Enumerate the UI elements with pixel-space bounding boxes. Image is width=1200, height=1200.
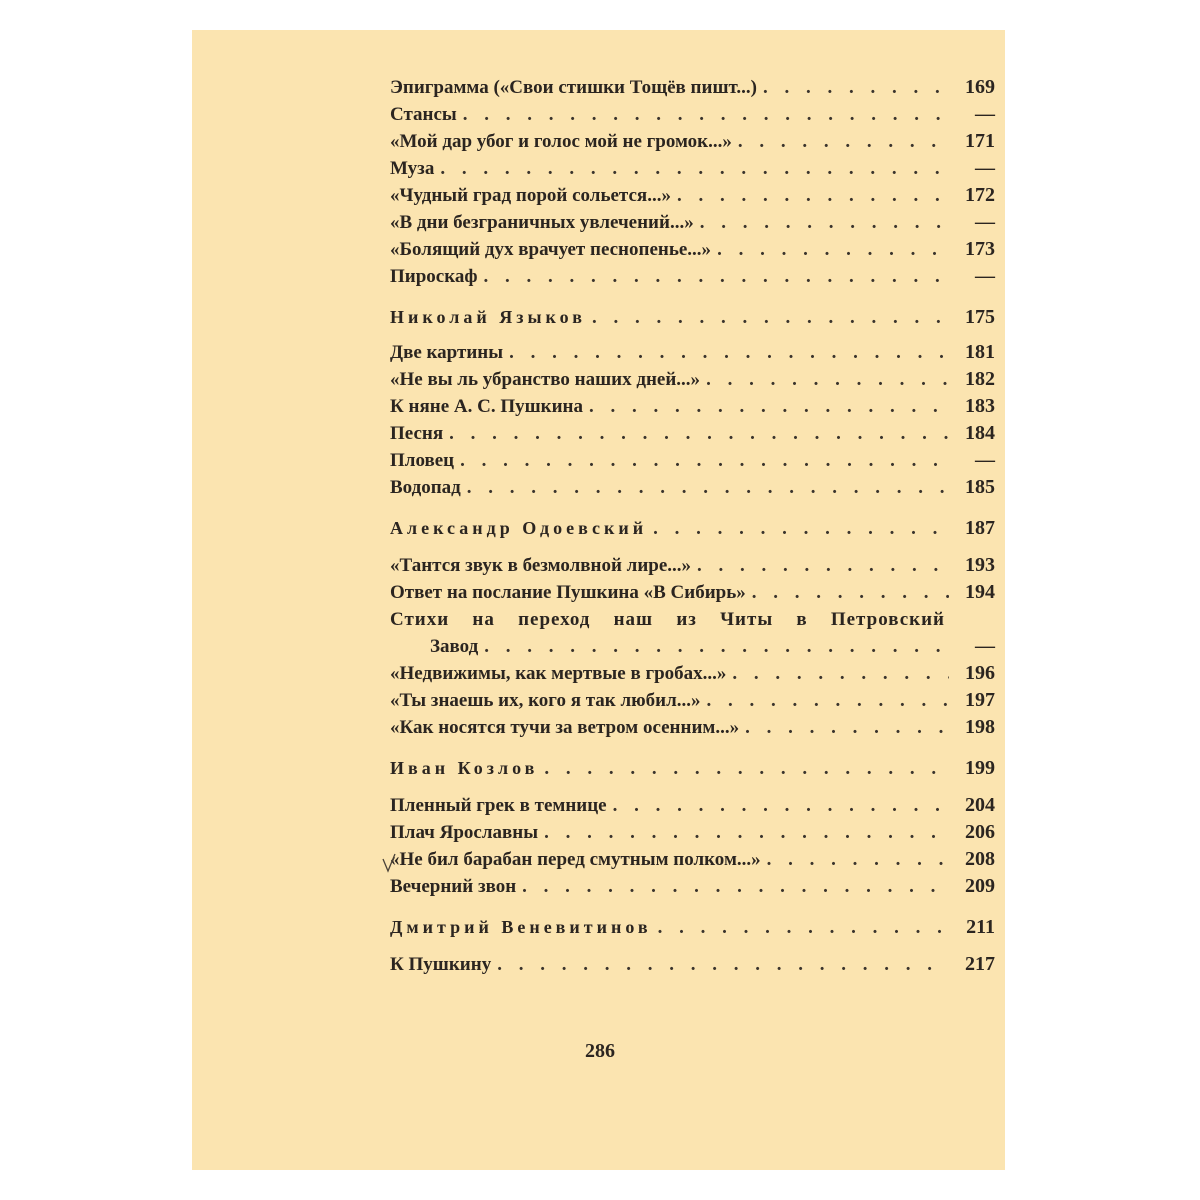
toc-entry	[390, 474, 995, 501]
toc-page-number: 198	[965, 716, 995, 738]
toc-page-number: —	[975, 157, 995, 179]
table-of-contents	[390, 74, 995, 978]
toc-page-number: 171	[965, 130, 995, 152]
toc-page-number: —	[975, 449, 995, 471]
toc-word: Петровский	[830, 609, 945, 630]
toc-entry-title: «Тантся звук в безмолвной лире...»	[390, 555, 692, 576]
toc-leader-dots	[732, 660, 949, 687]
toc-leader-dots	[767, 846, 949, 873]
toc-leader-dots	[544, 819, 949, 846]
toc-entry	[390, 420, 995, 447]
toc-author-odoevsky	[390, 515, 995, 542]
toc-group-yazykov	[390, 339, 995, 501]
toc-entry	[390, 101, 995, 128]
toc-group-venevitinov	[390, 951, 995, 978]
toc-leader-dots	[544, 755, 949, 782]
toc-group-odoevsky-b	[390, 660, 995, 741]
toc-entry-title: Водопад	[390, 477, 461, 498]
toc-entry	[390, 714, 995, 741]
toc-page-number: 184	[965, 422, 995, 444]
toc-entry-title: К Пушкину	[390, 954, 492, 975]
toc-page-number: 209	[965, 875, 995, 897]
toc-entry-title: Пленный грек в темнице	[390, 795, 607, 816]
toc-leader-dots	[589, 393, 949, 420]
toc-page-number: 182	[965, 368, 995, 390]
toc-page-number: 206	[965, 821, 995, 843]
toc-entry-title: «Чудный град порой сольется...»	[390, 185, 671, 206]
toc-word: наш	[613, 609, 654, 630]
toc-page-number: 185	[965, 476, 995, 498]
toc-page-number: —	[975, 635, 995, 657]
toc-leader-dots	[484, 633, 949, 660]
toc-page-number: 194	[965, 581, 995, 603]
toc-leader-dots	[697, 552, 949, 579]
toc-word: переход	[518, 609, 591, 630]
toc-entry	[390, 155, 995, 182]
toc-entry-title: Пловец	[390, 450, 455, 471]
toc-entry	[390, 579, 995, 606]
toc-author-kozlov	[390, 755, 995, 782]
toc-entry-title: «Болящий дух врачует песнопенье...»	[390, 239, 712, 260]
toc-leader-dots	[706, 366, 949, 393]
toc-author-yazykov	[390, 304, 995, 331]
toc-author-name: Дмитрий Веневитинов	[390, 917, 652, 937]
toc-leader-dots	[449, 420, 949, 447]
toc-entry	[390, 393, 995, 420]
toc-page-number: 208	[965, 848, 995, 870]
toc-entry	[390, 182, 995, 209]
toc-page-number: —	[975, 265, 995, 287]
toc-word: в	[796, 609, 808, 630]
toc-leader-dots	[700, 209, 949, 236]
toc-leader-dots	[522, 873, 949, 900]
toc-word: на	[472, 609, 495, 630]
toc-entry-title: «Недвижимы, как мертвые в гробах...»	[390, 663, 727, 684]
toc-page-number: 193	[965, 554, 995, 576]
toc-page-number: 172	[965, 184, 995, 206]
toc-entry	[390, 236, 995, 263]
toc-entry-multiline-second	[390, 633, 995, 660]
toc-leader-dots	[592, 304, 949, 331]
toc-entry	[390, 366, 995, 393]
toc-entry	[390, 263, 995, 290]
toc-entry	[390, 128, 995, 155]
toc-author-name: Николай Языков	[390, 307, 586, 327]
toc-group-boratynsky	[390, 74, 995, 290]
toc-page-number: 175	[965, 306, 995, 328]
toc-group-kozlov	[390, 792, 995, 900]
toc-leader-dots	[497, 951, 949, 978]
toc-entry-title: «Не бил барабан перед смутным полком...»	[390, 849, 761, 870]
toc-entry	[390, 792, 995, 819]
toc-page-number: 211	[966, 916, 995, 938]
toc-entry-title: Завод	[430, 636, 479, 657]
toc-entry-title: «Не вы ль убранство наших дней...»	[390, 369, 701, 390]
toc-leader-dots	[707, 687, 949, 714]
toc-entry-multiline-first	[390, 606, 945, 633]
pencil-check-mark-icon	[382, 853, 396, 873]
toc-page-number: 204	[965, 794, 995, 816]
toc-leader-dots	[484, 263, 949, 290]
toc-page-number: 187	[965, 517, 995, 539]
toc-page-number: 197	[965, 689, 995, 711]
toc-entry	[390, 209, 995, 236]
toc-entry-title: «В дни безграничных увлечений...»	[390, 212, 694, 233]
toc-page-number: —	[975, 211, 995, 233]
toc-entry	[390, 552, 995, 579]
page-number: 286	[585, 1040, 615, 1062]
toc-entry-title: «Как носятся тучи за ветром осенним...»	[390, 717, 740, 738]
toc-entry-title: «Мой дар убог и голос мой не громок...»	[390, 131, 732, 152]
toc-entry	[390, 846, 995, 873]
toc-leader-dots	[752, 579, 949, 606]
toc-leader-dots	[717, 236, 949, 263]
toc-entry	[390, 447, 995, 474]
toc-author-name: Иван Козлов	[390, 758, 539, 778]
toc-entry	[390, 74, 995, 101]
toc-leader-dots	[440, 155, 949, 182]
toc-page-number: 169	[965, 76, 995, 98]
toc-entry	[390, 951, 995, 978]
toc-leader-dots	[653, 515, 949, 542]
toc-entry-title: Плач Ярославны	[390, 822, 539, 843]
toc-entry-title: К няне А. С. Пушкина	[390, 396, 583, 417]
toc-page-number: 217	[965, 953, 995, 975]
toc-entry	[390, 339, 995, 366]
toc-leader-dots	[677, 182, 949, 209]
toc-word: Стихи	[390, 609, 450, 630]
toc-leader-dots	[467, 474, 949, 501]
toc-word: из	[676, 609, 697, 630]
toc-entry	[390, 819, 995, 846]
toc-page-number: —	[975, 103, 995, 125]
toc-leader-dots	[460, 447, 949, 474]
toc-entry	[390, 660, 995, 687]
toc-page-number: 199	[965, 757, 995, 779]
toc-author-name: Александр Одоевский	[390, 518, 648, 538]
toc-entry	[390, 687, 995, 714]
toc-page-number: 173	[965, 238, 995, 260]
toc-leader-dots	[658, 914, 949, 941]
toc-entry-title: Стансы	[390, 104, 457, 125]
toc-leader-dots	[463, 101, 949, 128]
toc-entry-title: «Ты знаешь их, кого я так любил...»	[390, 690, 701, 711]
toc-page-number: 181	[965, 341, 995, 363]
toc-leader-dots	[509, 339, 949, 366]
toc-entry-title: Муза	[390, 158, 435, 179]
toc-group-odoevsky-a	[390, 552, 995, 606]
toc-leader-dots	[763, 74, 949, 101]
toc-author-venevitinov	[390, 914, 995, 941]
toc-entry-title: Песня	[390, 423, 444, 444]
toc-leader-dots	[613, 792, 949, 819]
toc-leader-dots	[745, 714, 949, 741]
toc-entry-title: Две картины	[390, 342, 504, 363]
toc-leader-dots	[738, 128, 949, 155]
toc-entry-title: Ответ на послание Пушкина «В Сибирь»	[390, 582, 746, 603]
toc-entry-title: Пироскаф	[390, 266, 478, 287]
toc-entry-title: Эпиграмма («Свои стишки Тощёв пишт...)	[390, 77, 757, 98]
toc-page-number: 196	[965, 662, 995, 684]
toc-entry-title: Вечерний звон	[390, 876, 517, 897]
toc-entry	[390, 873, 995, 900]
toc-word: Читы	[720, 609, 774, 630]
toc-page-number: 183	[965, 395, 995, 417]
